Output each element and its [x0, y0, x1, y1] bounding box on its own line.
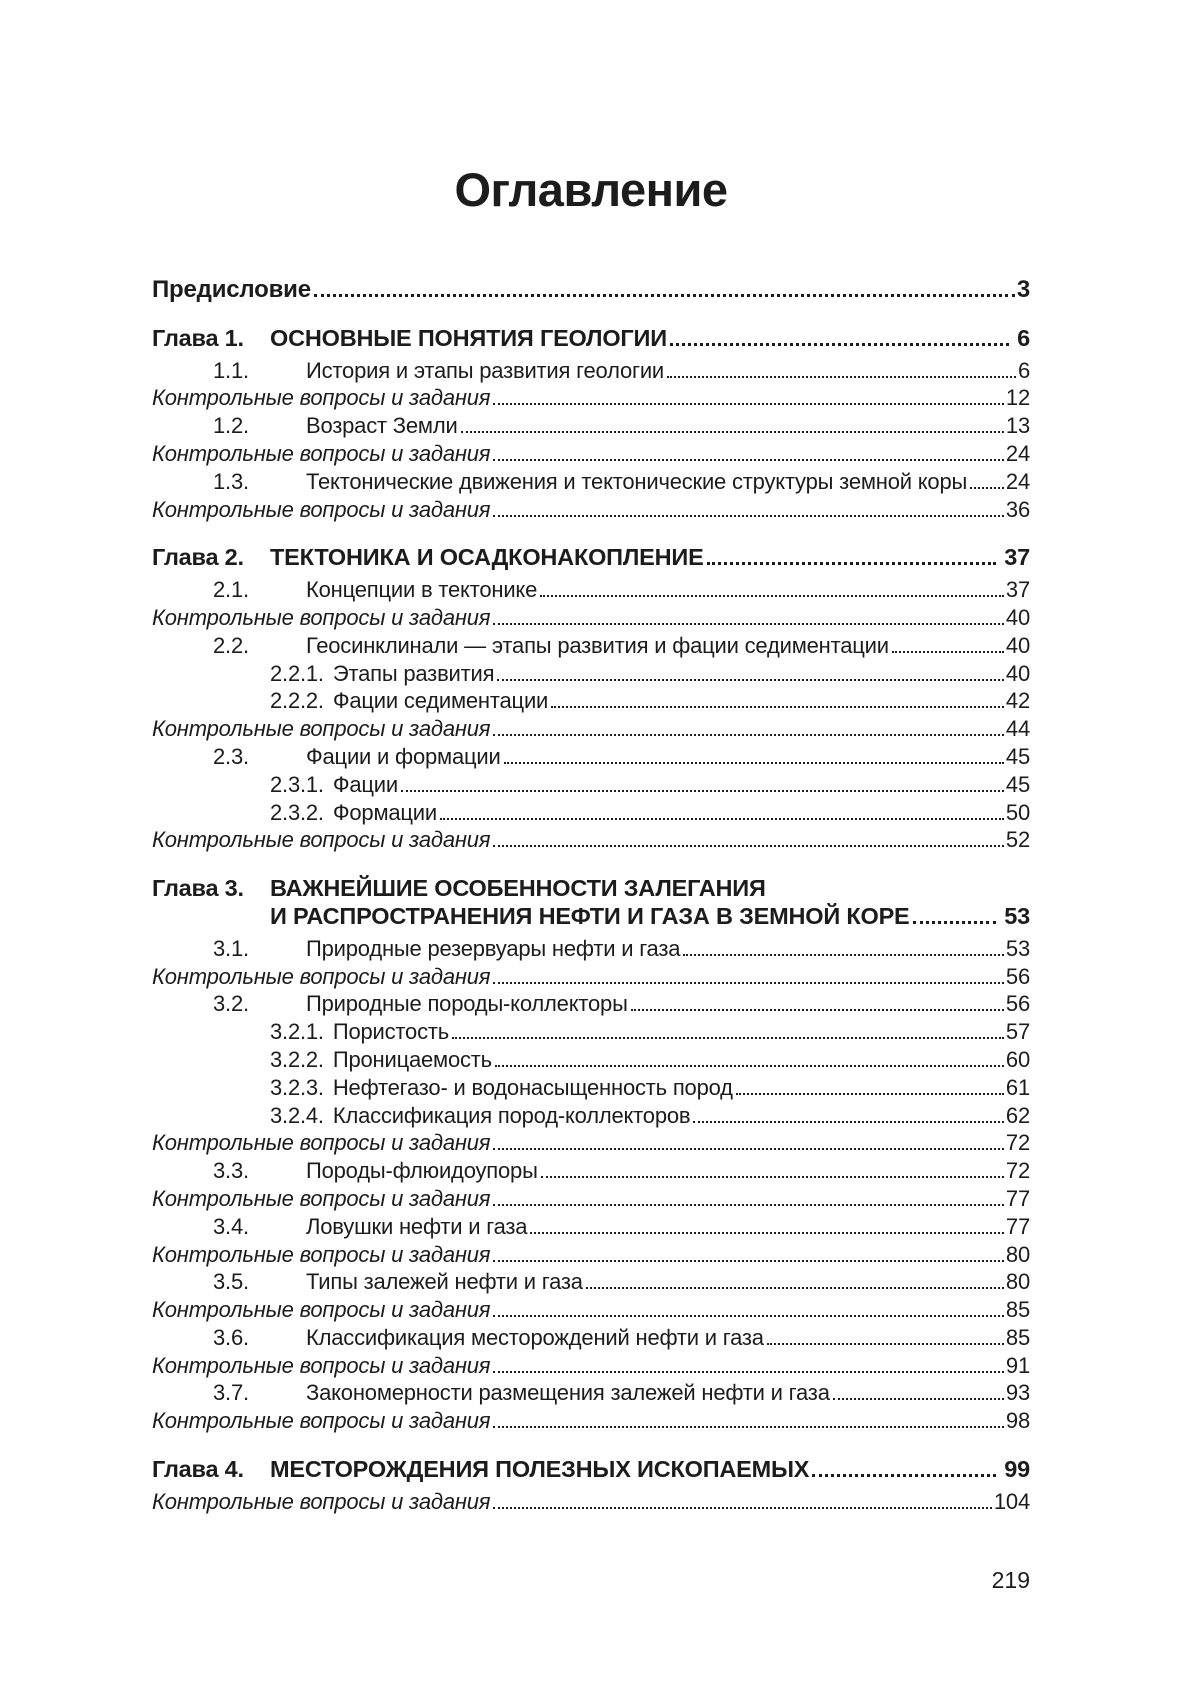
leader-dots	[493, 515, 1004, 517]
toc-entry-control	[152, 1296, 1030, 1324]
page-ref: 56	[1005, 963, 1030, 989]
leader-dots	[667, 376, 1016, 378]
page-ref: 53	[1005, 935, 1030, 961]
toc-entry-number: 3.6.	[213, 1324, 249, 1350]
toc-entry-number: 3.5.	[213, 1269, 249, 1295]
toc-entry-number: 3.4.	[213, 1213, 249, 1239]
toc-entry-label: Контрольные вопросы и задания	[152, 385, 491, 411]
toc-entry-chapter	[152, 903, 1030, 931]
toc-entry-number: Глава 1.	[152, 324, 244, 351]
page-ref: 99	[1004, 1456, 1030, 1483]
toc-entry-chapter	[152, 325, 1030, 353]
page-ref: 37	[1005, 577, 1030, 603]
toc-entry-subsection	[152, 660, 1030, 688]
toc-entry-label: Контрольные вопросы и задания	[152, 440, 491, 466]
page-ref: 72	[1005, 1158, 1030, 1184]
toc-entry-control	[152, 384, 1030, 412]
leader-dots	[693, 1121, 1004, 1123]
toc-entry-control	[152, 715, 1030, 743]
page-ref: 36	[1005, 496, 1030, 522]
page-ref: 40	[1005, 604, 1030, 630]
toc-entry-subsection	[152, 1046, 1030, 1074]
page-ref: 53	[1004, 902, 1030, 929]
toc-entry-control	[152, 1352, 1030, 1380]
toc-entry-title: Тектонические движения и тектонические структуры земной коры	[306, 468, 968, 494]
toc-entry-number: 3.2.	[213, 991, 249, 1017]
toc-entry-number: 2.3.	[213, 743, 249, 769]
toc-entry-section	[152, 632, 1030, 660]
toc-entry-label: Предисловие	[152, 276, 311, 303]
leader-dots	[631, 1009, 1004, 1011]
leader-dots	[736, 1093, 1004, 1095]
toc-entry-number: 3.7.	[213, 1380, 249, 1406]
page-ref: 45	[1005, 743, 1030, 769]
page-ref: 3	[1016, 276, 1030, 303]
leader-dots	[493, 1371, 1004, 1373]
leader-dots	[495, 1065, 1004, 1067]
toc-entry-section	[152, 468, 1030, 496]
folio-page-number: 219	[991, 1567, 1030, 1593]
toc-entry-label: Контрольные вопросы и задания	[152, 716, 491, 742]
page-ref: 104	[993, 1488, 1030, 1514]
toc-entry-number: 2.2.1.	[270, 660, 324, 686]
toc-entry-subsection	[152, 771, 1030, 799]
page-ref: 80	[1005, 1269, 1030, 1295]
leader-dots	[452, 1037, 1004, 1039]
toc-entry-chapter	[152, 544, 1030, 572]
page-ref: 77	[1005, 1185, 1030, 1211]
toc-entry-section	[152, 412, 1030, 440]
toc-entry-title: История и этапы развития геологии	[306, 357, 665, 383]
toc-entry-label: Контрольные вопросы и задания	[152, 604, 491, 630]
toc-entry-title: Формации	[332, 799, 437, 825]
toc-entry-label: Контрольные вопросы и задания	[152, 496, 491, 522]
toc-entry-section	[152, 576, 1030, 604]
leader-dots	[913, 921, 997, 924]
page-ref: 13	[1005, 413, 1030, 439]
toc-entry-title: Закономерности размещения залежей нефти и газа	[306, 1380, 830, 1406]
page-ref: 45	[1005, 771, 1030, 797]
leader-dots	[504, 762, 1004, 764]
page-ref: 61	[1005, 1074, 1030, 1100]
leader-dots	[493, 1260, 1004, 1262]
leader-dots	[493, 403, 1004, 405]
toc-entry-number: 2.2.2.	[270, 688, 324, 714]
toc-entry-title: Ловушки нефти и газа	[306, 1213, 528, 1239]
page-ref: 72	[1005, 1130, 1030, 1156]
leader-dots	[530, 1232, 1004, 1234]
toc-entry-subsection	[152, 1102, 1030, 1130]
toc-entry-title: Пористость	[332, 1019, 450, 1045]
leader-dots	[670, 343, 1009, 346]
toc-entry-title: Породы-флюидоупоры	[306, 1158, 538, 1184]
toc-entry-label: Контрольные вопросы и задания	[152, 963, 491, 989]
leader-dots	[541, 1176, 1004, 1178]
toc-entry-section	[152, 990, 1030, 1018]
page-ref: 12	[1005, 385, 1030, 411]
page-ref: 52	[1005, 827, 1030, 853]
page-ref: 77	[1005, 1213, 1030, 1239]
page-ref: 6	[1017, 324, 1030, 351]
leader-dots	[767, 1343, 1004, 1345]
page-ref: 42	[1005, 688, 1030, 714]
page-ref: 57	[1005, 1019, 1030, 1045]
toc-entry-title: Классификация месторождений нефти и газа	[306, 1324, 764, 1350]
toc-entry-section	[152, 1379, 1030, 1407]
toc-entry-number: 2.2.	[213, 632, 249, 658]
toc-entry-section	[152, 743, 1030, 771]
page-ref: 91	[1005, 1352, 1030, 1378]
leader-dots	[314, 294, 1015, 297]
toc-entry-title: И РАСПРОСТРАНЕНИЯ НЕФТИ И ГАЗА В ЗЕМНОЙ КОРЕ	[270, 902, 910, 929]
leader-dots	[493, 1148, 1004, 1150]
page-ref: 37	[1004, 544, 1030, 571]
toc-entry-preface	[152, 276, 1030, 304]
page-ref: 6	[1017, 357, 1030, 383]
toc-entry-title: Геосинклинали — этапы развития и фации седиментации	[306, 632, 889, 658]
toc-entry-number: 3.2.1.	[270, 1019, 324, 1045]
leader-dots	[812, 1474, 996, 1477]
toc-entry-number: 3.2.2.	[270, 1046, 324, 1072]
toc-entry-control	[152, 963, 1030, 991]
toc-entry-control	[152, 1129, 1030, 1157]
toc-entry-section	[152, 935, 1030, 963]
leader-dots	[683, 954, 1004, 956]
page-ref: 62	[1005, 1102, 1030, 1128]
toc-entry-chapter	[152, 875, 1030, 903]
toc-entry-number: 3.2.4.	[270, 1102, 324, 1128]
toc-entry-number: 1.3.	[213, 468, 249, 494]
toc-entry-control	[152, 496, 1030, 524]
toc-entry-label: Контрольные вопросы и задания	[152, 1297, 491, 1323]
page-ref: 24	[1005, 468, 1030, 494]
toc-entry-title: Нефтегазо- и водонасыщенность пород	[332, 1074, 733, 1100]
toc-entry-section	[152, 1324, 1030, 1352]
toc-entry-section	[152, 1157, 1030, 1185]
toc-entry-control	[152, 1241, 1030, 1269]
toc-entry-control	[152, 826, 1030, 854]
toc-entry-title: Природные резервуары нефти и газа	[306, 935, 681, 961]
toc-entry-title: ТЕКТОНИКА И ОСАДКОНАКОПЛЕНИЕ	[270, 544, 704, 571]
toc-entry-number: 3.3.	[213, 1158, 249, 1184]
page-ref: 24	[1005, 440, 1030, 466]
toc-entry-title: Концепции в тектонике	[306, 577, 538, 603]
toc-entry-number: Глава 4.	[152, 1456, 244, 1483]
toc-entry-number: 2.1.	[213, 577, 249, 603]
leader-dots	[401, 790, 1004, 792]
page-ref: 40	[1005, 632, 1030, 658]
leader-dots	[493, 459, 1004, 461]
page-ref: 93	[1005, 1380, 1030, 1406]
toc-entry-control	[152, 440, 1030, 468]
toc-entry-control	[152, 1185, 1030, 1213]
toc-entry-number: 3.1.	[213, 935, 249, 961]
toc-entry-label: Контрольные вопросы и задания	[152, 1488, 491, 1514]
toc-entry-title: ОСНОВНЫЕ ПОНЯТИЯ ГЕОЛОГИИ	[270, 324, 667, 351]
toc-entry-subsection	[152, 799, 1030, 827]
toc-entry-number: 2.3.2.	[270, 799, 324, 825]
toc-entry-title: Этапы развития	[332, 660, 495, 686]
toc-entry-number: Глава 3.	[152, 875, 244, 902]
toc-entry-chapter	[152, 1456, 1030, 1484]
leader-dots	[497, 679, 1004, 681]
page-ref: 80	[1005, 1241, 1030, 1267]
toc-entry-title: Природные породы-коллекторы	[306, 991, 628, 1017]
leader-dots	[892, 651, 1004, 653]
page-ref: 60	[1005, 1046, 1030, 1072]
toc-entry-subsection	[152, 687, 1030, 715]
toc-entry-label: Контрольные вопросы и задания	[152, 1352, 491, 1378]
leader-dots	[461, 431, 1004, 433]
page-ref: 85	[1005, 1297, 1030, 1323]
toc-entry-title: Возраст Земли	[306, 413, 458, 439]
toc-entry-label: Контрольные вопросы и задания	[152, 1241, 491, 1267]
leader-dots	[970, 487, 1004, 489]
toc-entry-label: Контрольные вопросы и задания	[152, 1130, 491, 1156]
toc-entry-subsection	[152, 1074, 1030, 1102]
leader-dots	[707, 562, 997, 565]
leader-dots	[540, 595, 1004, 597]
toc-entry-number: 2.3.1.	[270, 771, 324, 797]
leader-dots	[551, 706, 1004, 708]
toc-entry-title: ВАЖНЕЙШИЕ ОСОБЕННОСТИ ЗАЛЕГАНИЯ	[270, 875, 766, 902]
leader-dots	[493, 1426, 1004, 1428]
toc-entry-title: Типы залежей нефти и газа	[306, 1269, 583, 1295]
leader-dots	[493, 734, 1004, 736]
page-ref: 85	[1005, 1324, 1030, 1350]
toc-entry-title: Фации седиментации	[332, 688, 549, 714]
toc-entry-section	[152, 357, 1030, 385]
toc-entry-title: Классификация пород-коллекторов	[332, 1102, 691, 1128]
leader-dots	[586, 1287, 1004, 1289]
leader-dots	[493, 845, 1004, 847]
page-ref: 40	[1005, 660, 1030, 686]
table-of-contents	[152, 276, 1030, 1516]
toc-entry-control	[152, 1488, 1030, 1516]
page-ref: 44	[1005, 716, 1030, 742]
leader-dots	[493, 1507, 992, 1509]
toc-entry-number: 1.2.	[213, 413, 249, 439]
toc-entry-title: Проницаемость	[332, 1046, 492, 1072]
leader-dots	[440, 818, 1004, 820]
leader-dots	[493, 1315, 1004, 1317]
toc-entry-title: Фации	[332, 771, 398, 797]
toc-entry-number: 1.1.	[213, 357, 249, 383]
toc-entry-number: Глава 2.	[152, 544, 244, 571]
toc-entry-control	[152, 604, 1030, 632]
toc-entry-label: Контрольные вопросы и задания	[152, 1408, 491, 1434]
toc-entry-section	[152, 1213, 1030, 1241]
toc-entry-label: Контрольные вопросы и задания	[152, 827, 491, 853]
toc-entry-control	[152, 1407, 1030, 1435]
page-title: Оглавление	[454, 163, 728, 217]
leader-dots	[493, 1204, 1004, 1206]
toc-entry-section	[152, 1268, 1030, 1296]
page-ref: 56	[1005, 991, 1030, 1017]
toc-entry-number: 3.2.3.	[270, 1074, 324, 1100]
toc-entry-title: МЕСТОРОЖДЕНИЯ ПОЛЕЗНЫХ ИСКОПАЕМЫХ	[270, 1456, 810, 1483]
toc-entry-title: Фации и формации	[306, 743, 501, 769]
page-ref: 50	[1005, 799, 1030, 825]
page-ref: 98	[1005, 1408, 1030, 1434]
leader-dots	[493, 623, 1004, 625]
toc-entry-subsection	[152, 1018, 1030, 1046]
leader-dots	[833, 1398, 1004, 1400]
toc-entry-label: Контрольные вопросы и задания	[152, 1185, 491, 1211]
leader-dots	[493, 982, 1004, 984]
